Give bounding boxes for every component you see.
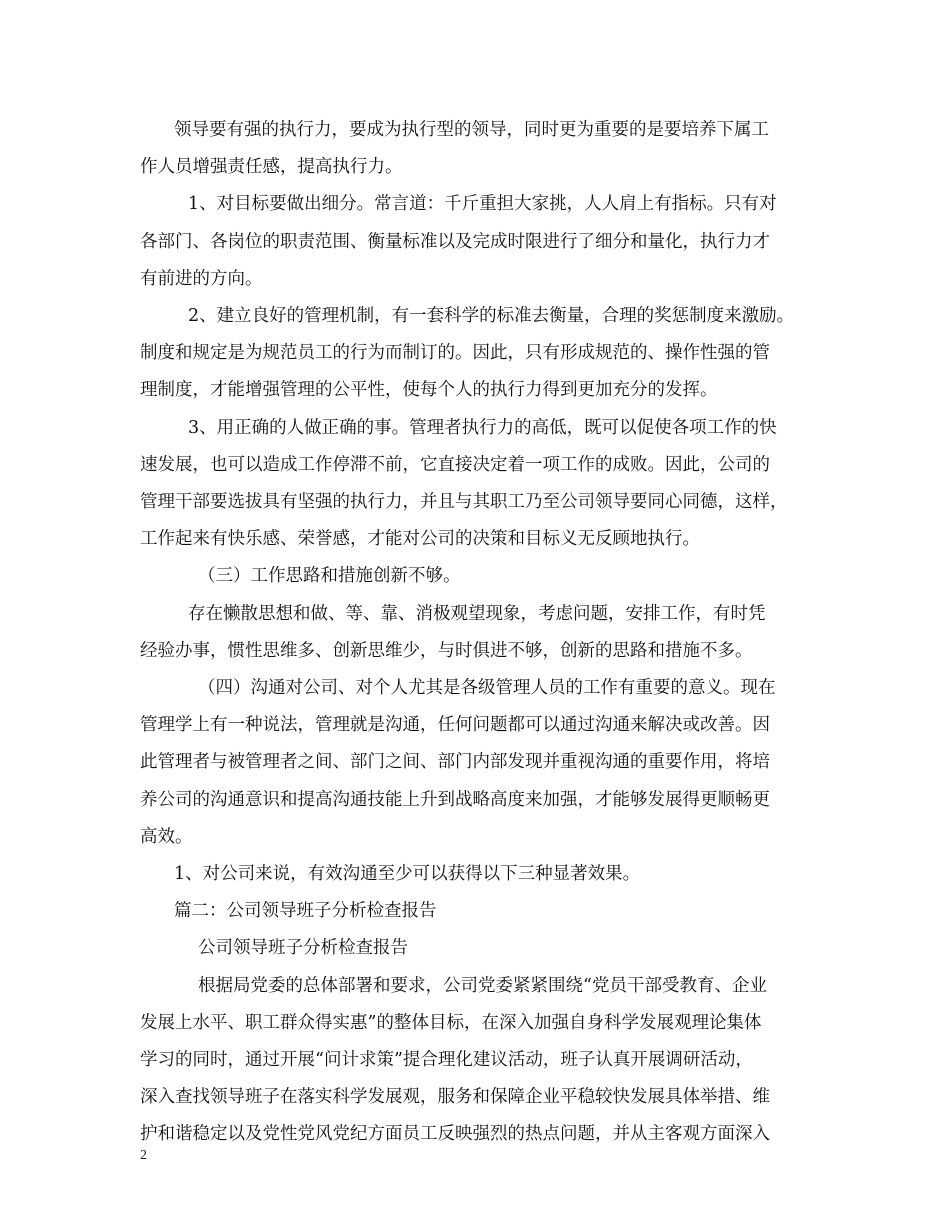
text-line: 养公司的沟通意识和提高沟通技能上升到战略高度来加强，才能够发展得更顺畅更 xyxy=(140,789,770,810)
paragraph-right-people xyxy=(140,410,828,559)
text-line: （四）沟通对公司、对个人尤其是各级管理人员的工作有重要的意义。现在 xyxy=(198,678,776,699)
text-line: 篇二：公司领导班子分析检查报告 xyxy=(174,901,437,922)
text-line: 公司领导班子分析检查报告 xyxy=(198,938,408,959)
text-line: 经验办事，惯性思维多、创新思维少，与时俱进不够，创新的思路和措施不多。 xyxy=(140,640,753,661)
document-body xyxy=(140,112,828,1154)
text-line: 3、用正确的人做正确的事。管理者执行力的高低，既可以促使各项工作的快 xyxy=(188,417,777,438)
text-line: 制度和规定是为规范员工的行为而制订的。因此，只有形成规范的、操作性强的管 xyxy=(140,343,770,364)
text-line: 学习的同时，通过开展“问计求策”提合理化建议活动，班子认真开展调研活动， xyxy=(140,1050,753,1071)
text-line: 深入查找领导班子在落实科学发展观，服务和保障企业平稳较快发展具体举措、维 xyxy=(140,1087,770,1108)
text-line: 速发展，也可以造成工作停滞不前，它直接决定着一项工作的成败。因此，公司的 xyxy=(140,454,770,475)
text-line: （三）工作思路和措施创新不够。 xyxy=(198,566,461,587)
text-line: 此管理者与被管理者之间、部门之间、部门内部发现并重视沟通的重要作用，将培 xyxy=(140,752,770,773)
paragraph-executive-leadership xyxy=(140,112,828,186)
text-line: 管理学上有一种说法，管理就是沟通，任何问题都可以通过沟通来解决或改善。因 xyxy=(140,715,770,736)
text-line: 高效。 xyxy=(140,826,193,847)
paragraph-lazy-thinking xyxy=(140,596,828,670)
text-line: 2、建立良好的管理机制，有一套科学的标准去衡量，合理的奖惩制度来激励。 xyxy=(188,306,795,327)
text-line: 领导要有强的执行力，要成为执行型的领导，同时更为重要的是要培养下属工 xyxy=(174,120,769,140)
text-line: 有前进的方向。 xyxy=(140,268,263,289)
paragraph-target-breakdown xyxy=(140,186,828,298)
text-line: 护和谐稳定以及党性党风党纪方面员工反映强烈的热点问题，并从主客观方面深入 xyxy=(140,1124,770,1145)
paragraph-communication-effects xyxy=(140,856,828,893)
paragraph-management-mechanism xyxy=(140,298,828,410)
text-line: 作人员增强责任感，提高执行力。 xyxy=(140,157,403,178)
text-line: 理制度，才能增强管理的公平性，使每个人的执行力得到更加充分的发挥。 xyxy=(140,380,718,401)
text-line: 管理干部要选拔具有坚强的执行力，并且与其职工乃至公司领导要同心同德，这样， xyxy=(140,492,788,513)
section-heading-innovation xyxy=(140,558,828,595)
paragraph-party-committee xyxy=(140,968,828,1154)
text-line: 存在懒散思想和做、等、靠、消极观望现象，考虑问题，安排工作，有时凭 xyxy=(188,603,766,624)
report-title xyxy=(140,930,828,967)
text-line: 各部门、各岗位的职责范围、衡量标准以及完成时限进行了细分和量化，执行力才 xyxy=(140,231,770,252)
text-line: 发展上水平、职工群众得实惠”的整体目标，在深入加强自身科学发展观理论集体 xyxy=(140,1012,762,1033)
text-line: 1、对公司来说，有效沟通至少可以获得以下三种显著效果。 xyxy=(174,864,641,885)
page-number: 2 xyxy=(140,1148,147,1163)
text-line: 1、对目标要做出细分。常言道：千斤重担大家挑，人人肩上有指标。只有对 xyxy=(188,194,777,215)
text-line: 工作起来有快乐感、荣誉感，才能对公司的决策和目标义无反顾地执行。 xyxy=(140,529,700,550)
text-line: 根据局党委的总体部署和要求，公司党委紧紧围绕“党员干部受教育、企业 xyxy=(198,975,767,996)
section-heading-part-two xyxy=(140,893,828,930)
paragraph-communication xyxy=(140,670,828,856)
